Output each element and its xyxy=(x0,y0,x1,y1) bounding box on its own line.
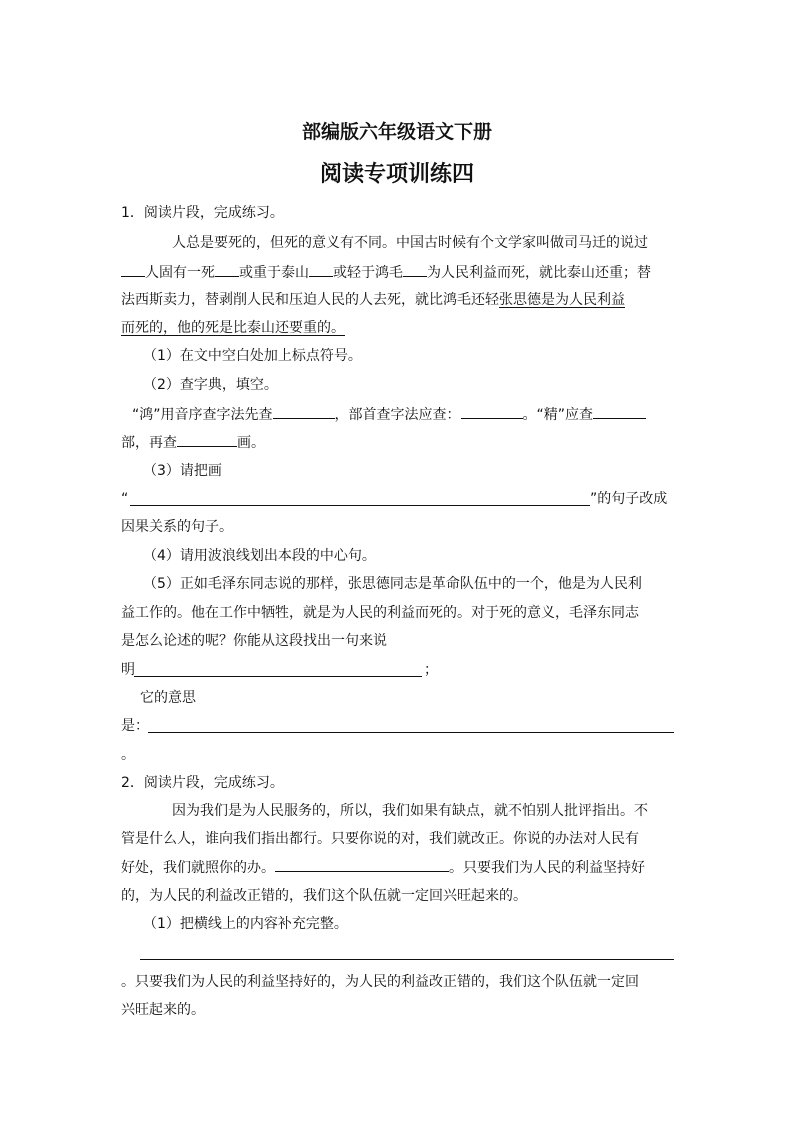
q1-sub3-line-3: 因果关系的句子。 xyxy=(121,519,233,535)
answer-blank[interactable] xyxy=(593,404,646,419)
q1-sub3-close: ”的句子改成 xyxy=(590,491,668,507)
answer-blank[interactable] xyxy=(177,432,237,447)
answer-line[interactable] xyxy=(140,959,674,960)
q1-sub3-open-quote: “ xyxy=(121,491,129,507)
underlined-sentence: 张思德是为人民利益 xyxy=(499,292,625,308)
q1-sub5-line-4b: ； xyxy=(424,662,438,678)
punctuation-blank[interactable] xyxy=(121,262,145,277)
punctuation-blank[interactable] xyxy=(309,262,333,277)
q1-passage-line-4-underlined: 而死的，他的死是比泰山还要重的。 xyxy=(121,320,345,336)
q1-sub5-line-1: （5）正如毛泽东同志说的那样，张思德同志是革命队伍中的一个，他是为人民利 xyxy=(143,576,642,592)
q1-sub3: （3）请把画 xyxy=(143,463,222,479)
document-title: 部编版六年级语文下册 xyxy=(301,121,492,143)
q1-passage-line-1: 人总是要死的，但死的意义有不同。中国古时候有个文学家叫做司马迁的说过 xyxy=(172,235,648,251)
q2-passage-line-1: 因为我们是为人民服务的，所以，我们如果有缺点，就不怕别人批评指出。不 xyxy=(172,803,648,819)
answer-blank[interactable] xyxy=(275,857,449,872)
punctuation-blank[interactable] xyxy=(215,262,239,277)
answer-blank[interactable] xyxy=(273,404,335,419)
q2-answer-line-2: 兴旺起来的。 xyxy=(121,1002,205,1018)
document-subtitle: 阅读专项训练四 xyxy=(319,162,474,187)
q1-sub5-line-5: 它的意思 xyxy=(140,690,196,706)
answer-line[interactable] xyxy=(148,732,674,733)
q2-heading: 2．阅读片段，完成练习。 xyxy=(121,775,284,791)
q2-passage-line-4: 的，为人民的利益改正错的，我们这个队伍就一定回兴旺起来的。 xyxy=(121,888,527,904)
punctuation-blank[interactable] xyxy=(403,262,427,277)
q1-sub5-line-6: 是： xyxy=(121,718,149,734)
q2-answer-line-1: 。只要我们为人民的利益坚持好的，为人民的利益改正错的，我们这个队伍就一定回 xyxy=(121,974,639,990)
q1-sub5-line-7: 。 xyxy=(121,747,135,763)
q1-passage-line-2: 人固有一死 或重于泰山 或轻于鸿毛 为人民利益而死，就比泰山还重；替 xyxy=(121,262,651,283)
q1-sub5-line-4a: 明 xyxy=(121,662,135,678)
answer-line[interactable] xyxy=(130,505,590,506)
answer-blank[interactable] xyxy=(461,404,523,419)
q1-heading: 1．阅读片段，完成练习。 xyxy=(121,205,284,221)
q1-sub1: （1）在文中空白处加上标点符号。 xyxy=(143,348,362,364)
q1-sub5-line-2: 益工作的。他在工作中牺牲，就是为人民的利益而死的。对于死的意义，毛泽东同志 xyxy=(121,605,639,621)
q1-sub2-line-1: “鸿”用音序查字法先查 ，部首查字法应查： 。“精”应查 xyxy=(132,404,646,425)
q1-passage-line-3: 法西斯卖力，替剥削人民和压迫人民的人去死，就比鸿毛还轻张思德是为人民利益 xyxy=(121,292,625,308)
q1-sub2: （2）查字典，填空。 xyxy=(143,377,278,393)
q1-sub4: （4）请用波浪线划出本段的中心句。 xyxy=(143,548,376,564)
q2-sub1: （1）把横线上的内容补充完整。 xyxy=(143,916,348,932)
q2-passage-line-3: 好处，我们就照你的办。 。只要我们为人民的利益坚持好 xyxy=(121,857,645,878)
q2-passage-line-2: 管是什么人，谁向我们指出都行。只要你说的对，我们就改正。你说的办法对人民有 xyxy=(121,831,639,847)
answer-line[interactable] xyxy=(134,676,422,677)
q1-sub2-line-2: 部，再查 画。 xyxy=(121,432,265,453)
q1-sub5-line-3: 是怎么论述的呢？你能从这段找出一句来说 xyxy=(121,633,387,649)
